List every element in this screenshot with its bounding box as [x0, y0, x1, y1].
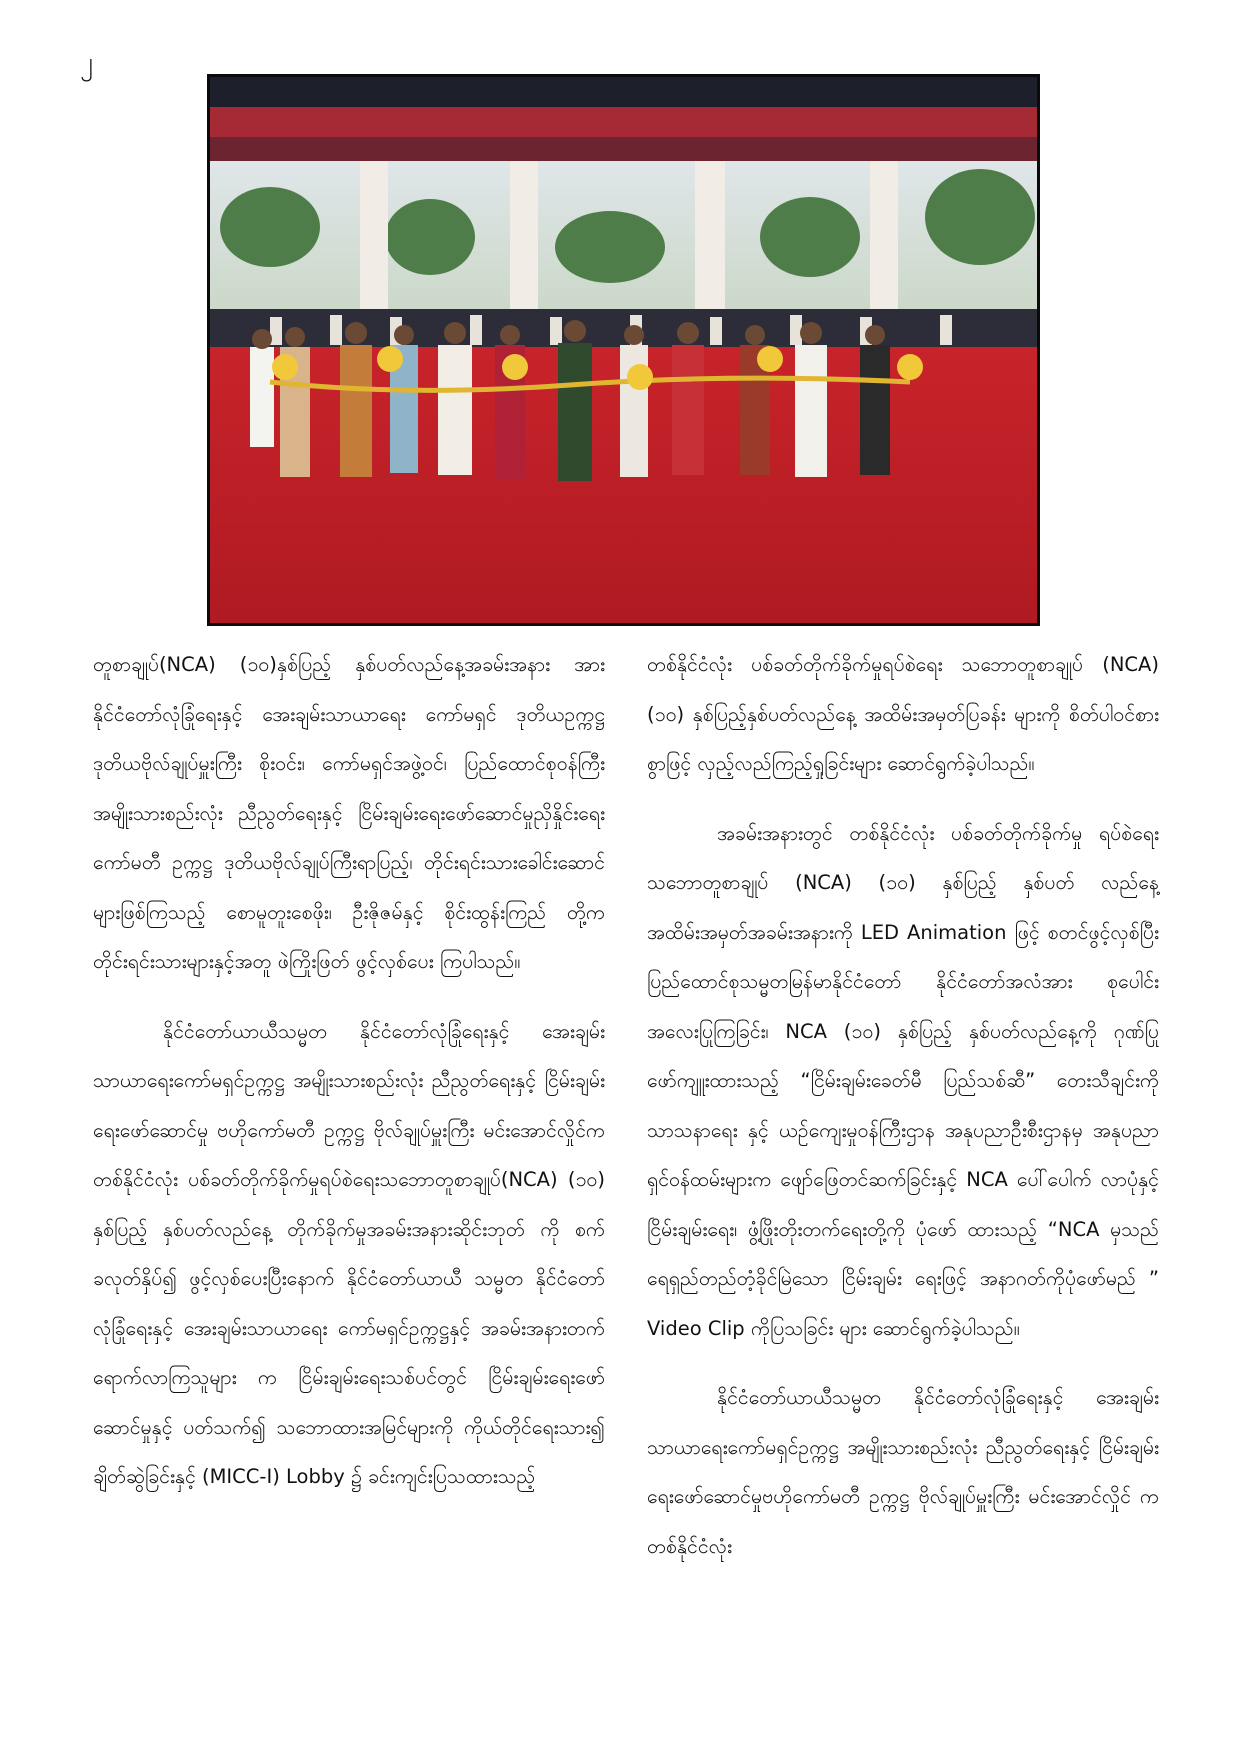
ceremony-photo-icon — [210, 77, 1037, 623]
left-paragraph-2: နိုင်ငံတော်ယာယီသမ္မတ နိုင်ငံတော်လုံခြုံရေးနှင့် အေးချမ်းသာယာရေးကော်မရှင်ဥက္ကဋ္ဌ အမျိုးသားစည်းလုံး ညီညွတ်ရေးနှင့် ငြိမ်းချမ်းရေးဖော်ဆောင်မှု ဗဟိုကော်မတီ ဥက္ကဋ္ဌ ဗိုလ်ချုပ်မှူးကြီး မင်းအောင်လှိုင်က တစ်နိုင်ငံလုံး ပစ်ခတ်တိုက်ခိုက်မှုရပ်စဲရေးသဘောတူစာချုပ်(NCA) (၁၀) နှစ်ပြည့် နှစ်ပတ်လည်နေ့ တိုက်ခိုက်မှုအခမ်းအနားဆိုင်းဘုတ် ကို စက်ခလုတ်နှိပ်၍ ဖွင့်လှစ်ပေးပြီးနောက် နိုင်ငံတော်ယာယီ သမ္မတ နိုင်ငံတော်လုံခြုံရေးနှင့် အေးချမ်းသာယာရေး ကော်မရှင်ဥက္ကဋ္ဌနှင့် အခမ်းအနားတက်ရောက်လာကြသူများ က ငြိမ်းချမ်းရေးသစ်ပင်တွင် ငြိမ်းချမ်းရေးဖော်ဆောင်မှုနှင့် ပတ်သက်၍ သဘောထားအမြင်များကို ကိုယ်တိုင်ရေးသား၍ ချိတ်ဆွဲခြင်းနှင့် (MICC-I) Lobby ၌ ခင်းကျင်းပြသထားသည့် — [93, 1019, 605, 1488]
left-column — [93, 640, 605, 1522]
right-paragraph-1: တစ်နိုင်ငံလုံး ပစ်ခတ်တိုက်ခိုက်မှုရပ်စဲရေး သဘောတူစာချုပ် (NCA) (၁၀) နှစ်ပြည့်နှစ်ပတ်လည်နေ့ အထိမ်းအမှတ်ပြခန်း များကို စိတ်ပါဝင်စားစွာဖြင့် လှည့်လည်ကြည့်ရှုခြင်းများ ဆောင်ရွက်ခဲ့ပါသည်။ — [647, 653, 1159, 775]
page-number: ၂ — [80, 47, 93, 77]
right-paragraph-2: အခမ်းအနားတွင် တစ်နိုင်ငံလုံး ပစ်ခတ်တိုက်ခိုက်မှု ရပ်စဲရေး သဘောတူစာချုပ် (NCA) (၁၀) နှစ်ပြည့် နှစ်ပတ် လည်နေ့ အထိမ်းအမှတ်အခမ်းအနားကို LED Animation ဖြင့် စတင်ဖွင့်လှစ်ပြီး ပြည်ထောင်စုသမ္မတမြန်မာနိုင်ငံတော် နိုင်ငံတော်အလံအား စုပေါင်းအလေးပြုကြခြင်း၊ NCA (၁၀) နှစ်ပြည့် နှစ်ပတ်လည်နေ့ကို ဂုဏ်ပြုဖော်ကျူးထားသည့် “ငြိမ်းချမ်းခေတ်မီ ပြည်သစ်ဆီ” တေးသီချင်းကို သာသနာရေး နှင့် ယဉ်ကျေးမှုဝန်ကြီးဌာန အနုပညာဦးစီးဌာနမှ အနုပညာ ရှင်ဝန်ထမ်းများက ဖျော်ဖြေတင်ဆက်ခြင်းနှင့် NCA ပေါ်ပေါက် လာပုံနှင့် ငြိမ်းချမ်းရေး၊ ဖွံ့ဖြိုးတိုးတက်ရေးတို့ကို ပုံဖော် ထားသည့် “NCA မှသည် ရေရှည်တည်တံ့ခိုင်မြဲသော ငြိမ်းချမ်း ရေးဖြင့် အနာဂတ်ကိုပုံဖော်မည် ” Video Clip ကိုပြသခြင်း များ ဆောင်ရွက်ခဲ့ပါသည်။ — [647, 821, 1159, 1340]
right-paragraph-3: နိုင်ငံတော်ယာယီသမ္မတ နိုင်ငံတော်လုံခြုံရေးနှင့် အေးချမ်းသာယာရေးကော်မရှင်ဥက္ကဋ္ဌ အမျိုးသားစည်းလုံး ညီညွတ်ရေးနှင့် ငြိမ်းချမ်းရေးဖော်ဆောင်မှုဗဟိုကော်မတီ ဥက္ကဋ္ဌ ဗိုလ်ချုပ်မှူးကြီး မင်းအောင်လှိုင် က တစ်နိုင်ငံလုံး — [647, 1386, 1159, 1558]
right-column — [647, 640, 1159, 1591]
left-paragraph-1: တူစာချုပ်(NCA) (၁၀)နှစ်ပြည့် နှစ်ပတ်လည်နေ့အခမ်းအနား အား နိုင်ငံတော်လုံခြုံရေးနှင့် အေးချမ်းသာယာရေး ကော်မရှင် ဒုတိယဥက္ကဋ္ဌ ဒုတိယဗိုလ်ချုပ်မှူးကြီး စိုးဝင်း၊ ကော်မရှင်အဖွဲ့ဝင်၊ ပြည်ထောင်စုဝန်ကြီး အမျိုးသားစည်းလုံး ညီညွတ်ရေးနှင့် ငြိမ်းချမ်းရေးဖော်ဆောင်မှုညှိနှိုင်းရေးကော်မတီ ဥက္ကဋ္ဌ ဒုတိယဗိုလ်ချုပ်ကြီးရာပြည့်၊ တိုင်းရင်းသားခေါင်းဆောင် များဖြစ်ကြသည့် စောမူတူးစေဖိုး၊ ဦးဇိုဇမ်နှင့် စိုင်းထွန်းကြည် တို့က တိုင်းရင်းသားများနှင့်အတူ ဖဲကြိုးဖြတ် ဖွင့်လှစ်ပေး ကြပါသည်။ — [93, 653, 605, 973]
ceremony-photo — [207, 74, 1040, 626]
